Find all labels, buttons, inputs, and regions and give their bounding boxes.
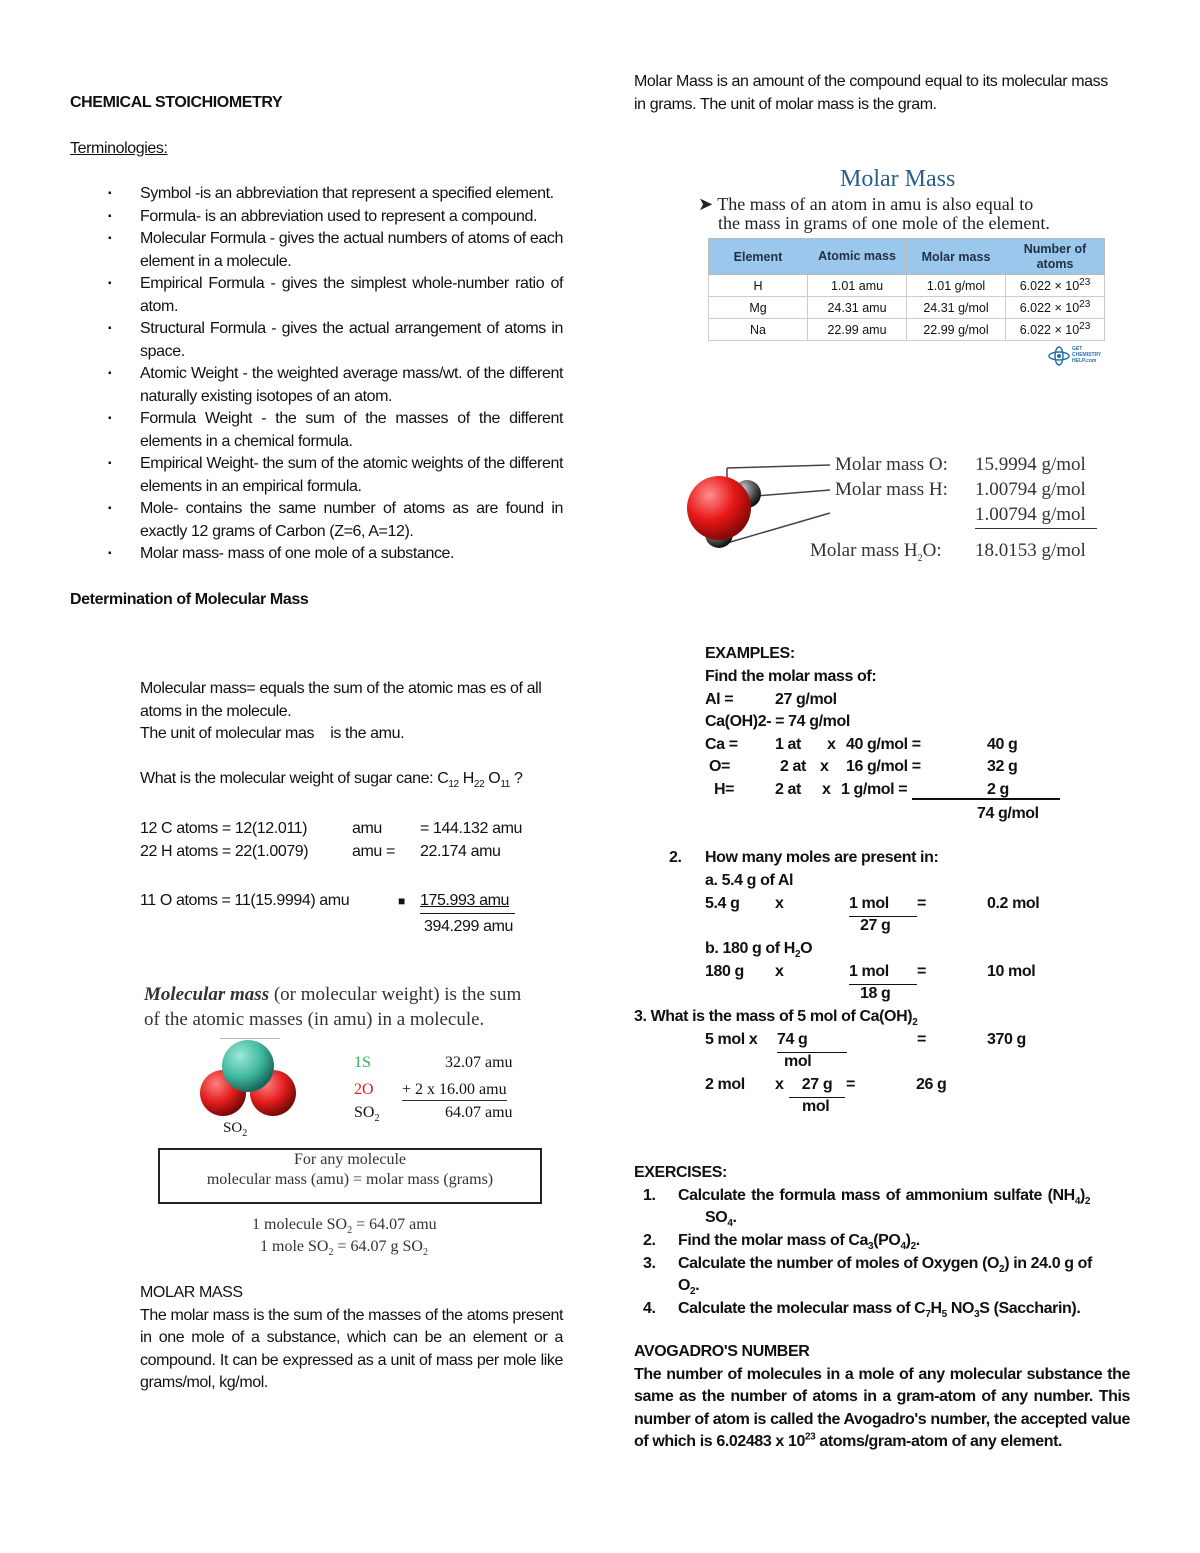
example-element: Al = — [705, 691, 734, 708]
table-row — [709, 319, 1105, 341]
sub-question: a. 5.4 g of Al — [705, 872, 794, 889]
given-mass: 5.4 g — [705, 895, 740, 912]
exercise-text: Calculate the molecular mass of $C_7H_5$ $NO_3S$ (Saccharin). — [678, 1300, 1081, 1321]
avogadro-section — [634, 1341, 1130, 1454]
exercise-number: 2. — [643, 1232, 656, 1249]
answer: 26 g — [916, 1076, 947, 1093]
fraction-denominator: 18 g — [860, 985, 891, 1002]
example-compound: Ca(OH)2- = 74 g/mol — [705, 713, 850, 730]
oxygen-molar-mass-value: 15.9994 g/mol — [975, 454, 1086, 475]
breakdown-element: Ca = — [705, 736, 738, 753]
rule-box — [158, 1148, 542, 1204]
fraction-numerator: 1 mol — [849, 893, 917, 917]
figure-bullet: ➤ The mass of an atom in amu is also equal to — [698, 194, 1034, 214]
breakdown-mass: 16 g/mol = — [846, 758, 921, 775]
given-moles: 2 mol — [705, 1076, 745, 1093]
list-item: ▪ Empirical Weight- the sum of the atomic weights of the different elements in an empirical formula. — [70, 453, 563, 498]
figure-bullet: the mass in grams of one mole of the element. — [718, 213, 1050, 233]
answer: 10 mol — [987, 963, 1036, 980]
table-header-row — [709, 239, 1105, 275]
calc-atoms: 22 H atoms = 22(1.0079) — [140, 843, 309, 860]
definition-line: Molecular mass= equals the sum of the atomic mas es of all — [140, 680, 542, 697]
exercises-section — [634, 1162, 1130, 1322]
avogadro-heading: AVOGADRO'S NUMBER — [634, 1343, 810, 1360]
so2-mass: 64.07 amu — [445, 1104, 513, 1121]
equals-sign: = — [917, 963, 926, 980]
table-cell: 1.01 amu — [808, 275, 907, 297]
sulfur-label: 1S — [354, 1054, 371, 1071]
fraction-denominator: mol — [802, 1098, 830, 1115]
fraction-denominator: 27 g — [860, 917, 891, 934]
example-value: 27 g/mol — [775, 691, 837, 708]
molar-mass-section — [140, 1282, 563, 1395]
hydrogen-molar-mass-value: 1.00794 g/mol — [975, 504, 1097, 529]
exercise-text: $SO_4$. — [705, 1209, 737, 1230]
table-cell: Na — [709, 319, 808, 341]
terminology-list — [70, 183, 563, 566]
question-text: 3. What is the mass of 5 mol of $Ca(OH)_2$ — [634, 1008, 918, 1029]
table-cell: $6.022 \times 10^{23}$ — [1006, 319, 1105, 341]
logo-text: GET — [1072, 346, 1083, 352]
hydrogen-molar-mass-value: 1.00794 g/mol — [975, 479, 1086, 500]
question-text: How many moles are present in: — [705, 849, 939, 866]
fraction-numerator: 74 g — [777, 1029, 847, 1053]
question-number: 2. — [669, 849, 682, 866]
equals-sign: = — [917, 1031, 926, 1048]
calc-result: = 144.132 amu — [420, 820, 522, 837]
fraction-denominator: mol — [784, 1053, 812, 1070]
fraction-numerator: 27 g — [789, 1074, 845, 1098]
definition-line: atoms in the molecule. — [140, 702, 292, 720]
molar-mass-intro — [634, 71, 1134, 116]
oxygen-mass: + 2 x 16.00 amu — [402, 1081, 507, 1101]
molar-mass-heading: MOLAR MASS — [140, 1284, 243, 1301]
table-cell: 24.31 g/mol — [907, 297, 1006, 319]
calc-atoms: 12 C atoms = 12(12.011) — [140, 820, 308, 837]
times-sign: x — [775, 1076, 784, 1093]
molar-mass-text: The molar mass is the sum of the masses of the atoms present in one mole of a substance, which can be an element or a compound. It can be expressed as a unit of mass per mole like grams/mol, kg/mol. — [140, 1306, 563, 1391]
exercise-text: Find the molar mass of $Ca_3(PO_4)_2$. — [678, 1232, 920, 1253]
list-item: ▪ Formula- is an abbreviation used to represent a compound. — [70, 206, 563, 229]
avogadro-text: The number of molecules in a mole of any molecular substance the same as the number of atoms in a gram-atom of any number. This number of atom is called the Avogadro's number, the accepted value of which is 6.02483 x $10^{23}$ atoms/gram-atom of any element. — [634, 1365, 1130, 1450]
exercise-text: $O_2$. — [678, 1277, 700, 1298]
list-item: ▪ Formula Weight - the sum of the masses of the different elements in a chemical formula. — [70, 408, 563, 453]
page-title: CHEMICAL STOICHIOMETRY — [70, 94, 283, 111]
breakdown-atoms: 1 at — [775, 736, 801, 753]
calc-atoms: 11 O atoms = 11(15.9994) amu — [140, 892, 350, 909]
table-row — [709, 297, 1105, 319]
definition-line: The unit of molecular mas is the amu. — [140, 725, 405, 742]
intro-line: in grams. The unit of molar mass is the gram. — [634, 95, 937, 113]
list-item: ▪ Empirical Formula - gives the simplest whole-number ratio of atom. — [70, 273, 563, 318]
exercise-text: Calculate the formula mass of ammonium sulfate $(NH_4)_2$ — [678, 1187, 1091, 1208]
oxygen-label: 2O — [354, 1081, 374, 1098]
equals-sign: = — [846, 1076, 855, 1093]
table-cell: $6.022 \times 10^{23}$ — [1006, 297, 1105, 319]
figure-caption: of the atomic masses (in amu) in a molecule. — [144, 1009, 485, 1030]
water-molar-mass-label: Molar mass $H_2O$: — [810, 540, 942, 564]
logo-text: HELP.com — [1072, 358, 1097, 364]
rule-line: molecular mass (amu) = molar mass (grams) — [206, 1171, 494, 1188]
table-cell: H — [709, 275, 808, 297]
arrow-icon: ➤ — [698, 194, 718, 214]
square-icon: ■ — [398, 894, 405, 908]
list-item: ▪ Molecular Formula - gives the actual numbers of atoms of each element in a molecule. — [70, 228, 563, 273]
breakdown-times: x — [822, 781, 831, 798]
hydrogen-molar-mass-label: Molar mass H: — [835, 479, 948, 500]
equals-sign: = — [917, 895, 926, 912]
oxygen-molar-mass-label: Molar mass O: — [835, 454, 948, 475]
breakdown-result: 32 g — [987, 758, 1018, 775]
exercise-number: 4. — [643, 1300, 656, 1317]
table-cell: 22.99 g/mol — [907, 319, 1006, 341]
given-mass: 180 g — [705, 963, 744, 980]
table-header: Number of atoms — [1006, 239, 1105, 275]
sub-question: b. 180 g of $H_2O$ — [705, 940, 813, 961]
mole-equation: 1 mole $SO_2 = 64.07$ g $SO_2$ — [260, 1238, 428, 1259]
find-label: Find the molar mass of: — [705, 668, 877, 685]
sum-line — [912, 798, 1060, 800]
molecule-equation: 1 molecule $SO_2 = 64.07$ amu — [252, 1216, 437, 1237]
breakdown-mass: 1 g/mol = — [841, 781, 908, 798]
table-header: Molar mass — [907, 239, 1006, 275]
sugar-calculation — [140, 818, 570, 948]
molar-mass-table-figure — [690, 160, 1130, 375]
table-row — [709, 275, 1105, 297]
breakdown-element: H= — [714, 781, 735, 798]
water-molar-mass-figure — [685, 448, 1105, 578]
terminologies-heading: Terminologies: — [70, 139, 168, 157]
figure-caption: Molecular mass (or molecular weight) is the sum — [144, 984, 522, 1005]
calc-unit: amu = — [352, 843, 395, 860]
exercise-text: Calculate the number of moles of Oxygen $(O_2)$ in 24.0 g of — [678, 1255, 1092, 1276]
sugar-cane-question: What is the molecular weight of sugar cane: $C_{12}$ $H_{22}$ $O_{11}$ ? — [140, 769, 523, 790]
answer: 0.2 mol — [987, 895, 1040, 912]
list-item: ▪ Mole- contains the same number of atoms as are found in exactly 12 grams of Carbon (Z=6, A=12). — [70, 498, 563, 543]
table-header: Element — [709, 239, 808, 275]
exercise-number: 3. — [643, 1255, 656, 1272]
molar-mass-table — [708, 238, 1105, 341]
table-header: Atomic mass — [808, 239, 907, 275]
breakdown-result: 40 g — [987, 736, 1018, 753]
so2-molecular-mass-figure — [140, 980, 560, 1259]
figure-title: Molar Mass — [840, 166, 956, 192]
atom-icon — [1048, 346, 1070, 366]
examples-heading: EXAMPLES: — [705, 645, 795, 662]
table-cell: Mg — [709, 297, 808, 319]
intro-line: Molar Mass is an amount of the compound equal to its molecular mass — [634, 73, 1108, 90]
left-column — [70, 92, 563, 611]
molecular-mass-definition — [140, 678, 570, 790]
breakdown-atoms: 2 at — [780, 758, 806, 775]
breakdown-times: x — [827, 736, 836, 753]
examples-section — [634, 643, 1154, 1113]
given-moles: 5 mol x — [705, 1031, 758, 1048]
calc-unit: amu — [352, 820, 382, 837]
answer: 370 g — [987, 1031, 1026, 1048]
water-molar-mass-value: 18.0153 g/mol — [975, 540, 1086, 561]
molecular-mass-heading: Determination of Molecular Mass — [70, 590, 309, 608]
calc-result: 22.174 amu — [420, 843, 501, 860]
fraction-numerator: 1 mol — [849, 961, 917, 985]
calc-total: 394.299 amu — [424, 918, 514, 935]
so2-label: $SO_2$ — [354, 1104, 380, 1125]
list-item: ▪ Structural Formula - gives the actual arrangement of atoms in space. — [70, 318, 563, 363]
get-chemistry-help-logo — [1048, 346, 1128, 368]
table-cell: 22.99 amu — [808, 319, 907, 341]
breakdown-result: 2 g — [987, 781, 1009, 798]
breakdown-times: x — [820, 758, 829, 775]
breakdown-total: 74 g/mol — [977, 805, 1039, 822]
list-item: ▪ Atomic Weight - the weighted average mass/wt. of the different naturally existing isotopes of an atom. — [70, 363, 563, 408]
times-sign: x — [775, 895, 784, 912]
logo-text: CHEMISTRY — [1072, 352, 1102, 358]
times-sign: x — [775, 963, 784, 980]
table-cell: 1.01 g/mol — [907, 275, 1006, 297]
breakdown-element: O= — [709, 758, 730, 775]
list-item: ▪ Symbol -is an abbreviation that represent a specified element. — [70, 183, 563, 206]
breakdown-mass: 40 g/mol = — [846, 736, 921, 753]
exercise-number: 1. — [643, 1187, 656, 1204]
so2-molecule-icon — [196, 1038, 301, 1123]
molecule-label: $SO_2$ — [223, 1120, 248, 1139]
sulfur-mass: 32.07 amu — [445, 1054, 513, 1071]
list-item: ▪ Molar mass- mass of one mole of a substance. — [70, 543, 563, 566]
table-cell: $6.022 \times 10^{23}$ — [1006, 275, 1105, 297]
exercises-heading: EXERCISES: — [634, 1164, 727, 1181]
rule-line: For any molecule — [294, 1151, 406, 1168]
breakdown-atoms: 2 at — [775, 781, 801, 798]
calc-result: 175.993 amu — [420, 890, 515, 914]
table-cell: 24.31 amu — [808, 297, 907, 319]
